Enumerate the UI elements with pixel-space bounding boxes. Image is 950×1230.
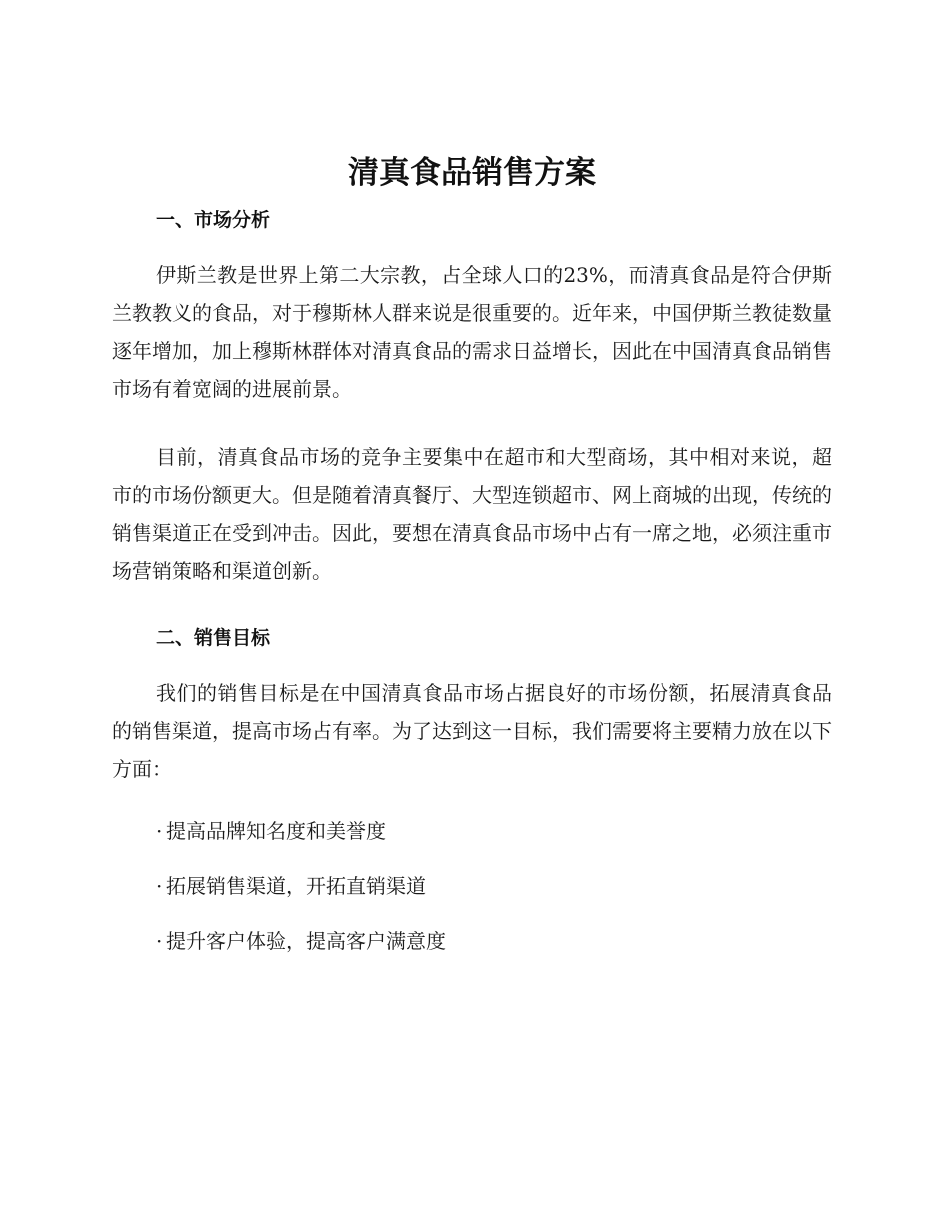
paragraph-market-intro: 伊斯兰教是世界上第二大宗教，占全球人口的23%，而清真食品是符合伊斯兰教教义的食品，对于穆斯林人群来说是很重要的。近年来，中国伊斯兰教徒数量逐年增加，加上穆斯林群体对清真食品的需求日益增长，因此在中国清真食品销售市场有着宽阔的进展前景。 [112,263,832,401]
bullet-text: 拓展销售渠道，开拓直销渠道 [166,874,426,898]
bullet-item-brand [156,816,386,846]
section-heading-market-analysis: 一、市场分析 [156,209,271,231]
paragraph-sales-goals: 我们的销售目标是在中国清真食品市场占据良好的市场份额，拓展清真食品的销售渠道，提高市场占有率。为了达到这一目标，我们需要将主要精力放在以下方面： [112,681,832,781]
bullet-item-customer [156,926,446,956]
bullet-text: 提高品牌知名度和美誉度 [166,819,386,843]
bullet-marker: · [156,929,163,953]
bullet-text: 提升客户体验，提高客户满意度 [166,929,446,953]
bullet-marker: · [156,819,163,843]
bullet-marker: · [156,874,163,898]
document-page [112,0,832,1230]
paragraph-market-competition: 目前，清真食品市场的竞争主要集中在超市和大型商场，其中相对来说，超市的市场份额更大。但是随着清真餐厅、大型连锁超市、网上商城的出现，传统的销售渠道正在受到冲击。因此，要想在清真食品市场中占有一席之地，必须注重市场营销策略和渠道创新。 [112,445,832,583]
section-heading-sales-goals: 二、销售目标 [156,627,271,649]
document-title: 清真食品销售方案 [348,155,596,191]
bullet-item-channels [156,871,426,901]
